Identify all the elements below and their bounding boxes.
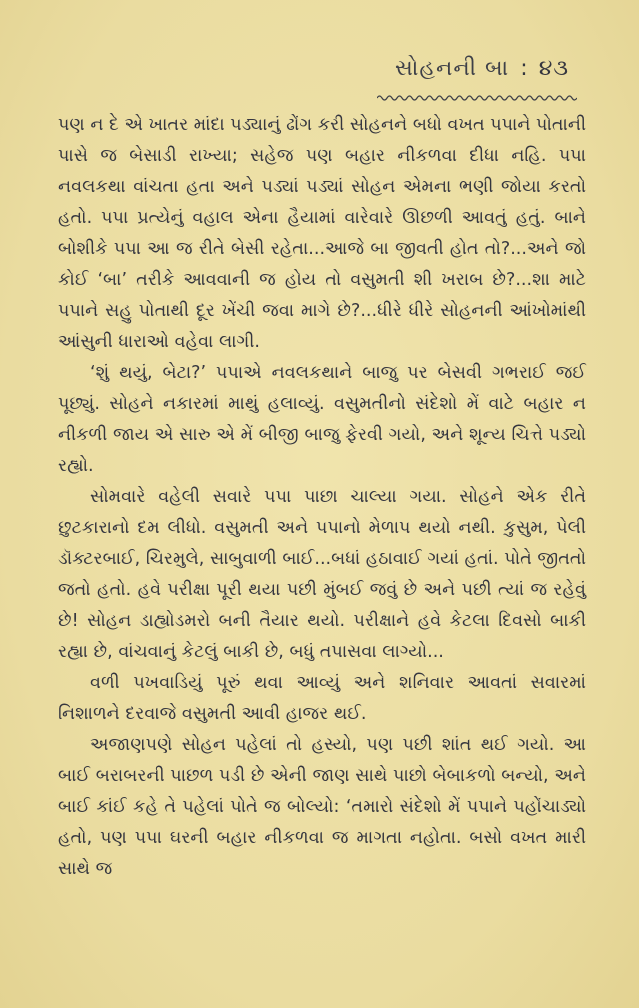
paragraph: સોમવારે વહેલી સવારે પપા પાછા ચાલ્યા ગયા. સોહને એક રીતે છુટકારાનો દમ લીધો. વસુમતી અને પપાનો મેળાપ થયો નથી. કુસુમ, પેલી ડૉક્ટરબાઈ, ચિરમુલે, સાબુવાળી બાઈ...બધાં હઠાવાઈ ગયાં હતાં. પોતે જીતતો જતો હતો. હવે પરીક્ષા પૂરી થયા પછી મુંબઈ જવું છે અને પછી ત્યાં જ રહેવું છે! સોહન ડાહ્યોડમરો બની તૈયાર થયો. પરીક્ષાને હવે કેટલા દિવસો બાકી રહ્યા છે, વાંચવાનું કેટલું બાકી છે, બધું તપાસવા લાગ્યો...	[58, 487, 586, 662]
paragraph: વળી પખવાડિયું પૂરું થવા આવ્યું અને શનિવાર આવતાં સવારમાં નિશાળને દરવાજે વસુમતી આવી હાજર થઈ.	[58, 673, 586, 724]
page-number: ૪૩	[538, 56, 569, 81]
paragraph: પણ ન દે એ ખાતર માંદા પડ્યાનું ઢોંગ કરી સોહનને બધો વખત પપાને પોતાની પાસે જ બેસાડી રાખ્યા; સહેજ પણ બહાર નીકળવા દીધા નહિ. પપા નવલકથા વાંચતા હતા અને પડ્યાં પડ્યાં સોહન એમના ભણી જોયા કરતો હતો. પપા પ્રત્યેનું વહાલ એના હૈયામાં વારેવારે ઊછળી આવતું હતું. બાને બોશીકે પપા આ જ રીતે બેસી રહેતા...આજે બા જીવતી હોત તો?...અને જો કોઈ ‘બા’ તરીકે આવવાની જ હોય તો વસુમતી શી ખરાબ છે?...શા માટે પપાને સહુ પોતાથી દૂર ખેંચી જવા માગે છે?...ધીરે ધીરે સોહનની આંખોમાંથી આંસુની ધારાઓ વહેવા લાગી.	[58, 115, 586, 352]
header-separator: :	[520, 56, 528, 81]
wavy-underline-ornament	[377, 94, 577, 102]
paragraph: અજાણપણે સોહન પહેલાં તો હસ્યો, પણ પછી શાંત થઈ ગયો. આ બાઈ બરાબરની પાછળ પડી છે એની જાણ સાથે પાછો બેબાકળો બન્યો, અને બાઈ કાંઈ કહે તે પહેલાં પોતે જ બોલ્યો: ‘તમારો સંદેશો મેં પપાને પહોંચાડ્યો હતો, પણ પપા ઘરની બહાર નીકળવા જ માગતા નહોતા. બસો વખત મારી સાથે જ	[58, 735, 586, 879]
running-header	[0, 56, 569, 81]
chapter-title: સોહનની બા	[395, 56, 510, 81]
body-text	[58, 110, 586, 885]
paragraph: ‘શું થયું, બેટા?’ પપાએ નવલકથાને બાજુ પર બેસવી ગભરાઈ જઈ પૂછ્યું. સોહને નકારમાં માથું હલાવ્યું. વસુમતીનો સંદેશો મેં વાટે બહાર ન નીકળી જાય એ સારુ એ મેં બીજી બાજુ ફેરવી ગયો, અને શૂન્ય ચિત્તે પડ્યો રહ્યો.	[58, 363, 586, 476]
